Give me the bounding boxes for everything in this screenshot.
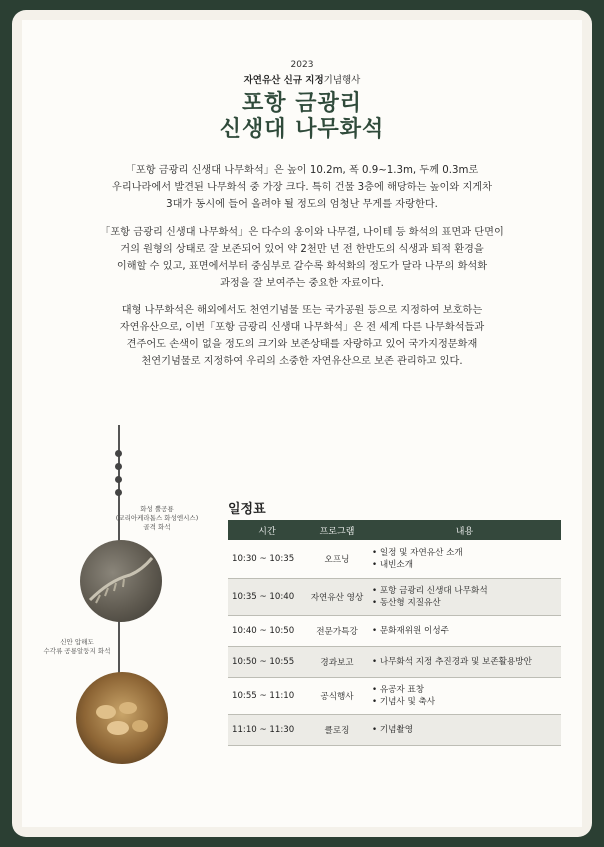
row-time: 10:35 ~ 10:40 (228, 579, 306, 616)
content-item: • 나무화석 지정 추진경과 및 보존활용방안 (372, 656, 561, 668)
content-item: • 기념사 및 축사 (372, 696, 561, 708)
content-item: • 일정 및 자연유산 소개 (372, 547, 561, 559)
row-content (368, 540, 561, 579)
row-content (368, 715, 561, 746)
schedule-header-row (228, 520, 561, 540)
row-content (368, 616, 561, 647)
subtitle-rest: 기념행사 (323, 75, 361, 86)
table-row (228, 540, 561, 579)
content-item: • 포항 금광리 신생대 나무화석 (372, 585, 561, 597)
table-row (228, 579, 561, 616)
row-program: 자연유산 영상 (306, 579, 368, 616)
schedule-table (228, 520, 561, 746)
content-item: • 동산형 지질유산 (372, 597, 561, 609)
table-row (228, 715, 561, 746)
header-time: 시간 (228, 520, 306, 540)
row-program: 경과보고 (306, 647, 368, 678)
content-item: • 유공자 표창 (372, 684, 561, 696)
timeline-dot (115, 476, 122, 483)
fossil1-caption: 화성 뿔공룡 (코리아케라톱스 화성엔시스) 골격 화석 (115, 505, 199, 531)
dinosaur-skeleton-fossil-image (80, 540, 162, 622)
row-program: 공식행사 (306, 678, 368, 715)
row-program: 클로징 (306, 715, 368, 746)
row-content (368, 647, 561, 678)
row-program: 오프닝 (306, 540, 368, 579)
row-time: 10:50 ~ 10:55 (228, 647, 306, 678)
description-paragraph-1: 「포항 금광리 신생대 나무화석」은 높이 10.2m, 폭 0.9~1.3m, 두께 0.3m로 우리나라에서 발견된 나무화석 중 가장 크다. 특히 건물 3층에 해당하는 높이와 지게차 3대가 동시에 들어 올려야 될 정도의 엄청난 무게를 자랑한다. (112, 165, 492, 210)
row-content (368, 579, 561, 616)
content-item: • 기념촬영 (372, 724, 561, 736)
header-program: 프로그램 (306, 520, 368, 540)
table-row (228, 678, 561, 715)
event-year: 2023 (290, 60, 314, 70)
description-paragraph-2: 「포항 금광리 신생대 나무화석」은 다수의 옹이와 나무결, 나이테 등 화석의 표면과 단면이 거의 원형의 상태로 잘 보존되어 있어 약 2천만 년 전 한반도의 식생과 퇴적 환경을 이해할 수 있고, 표면에서부터 중심부로 갈수록 화석화의 정도가 달라 나무의 화석화 과정을 잘 보여주는 중요한 자료이다. (100, 227, 504, 289)
table-row (228, 616, 561, 647)
content-item: • 내빈소개 (372, 559, 561, 571)
poster-paper (22, 20, 582, 827)
row-time: 11:10 ~ 11:30 (228, 715, 306, 746)
row-time: 10:40 ~ 10:50 (228, 616, 306, 647)
content-item: • 문화재위원 이성주 (372, 625, 561, 637)
header-content: 내용 (368, 520, 561, 540)
schedule-title: 일정표 (228, 502, 266, 517)
row-program: 전문가특강 (306, 616, 368, 647)
timeline-dot (115, 489, 122, 496)
row-time: 10:55 ~ 11:10 (228, 678, 306, 715)
row-content (368, 678, 561, 715)
page-title-line1: 포항 금광리 (242, 91, 362, 116)
fossil2-caption: 신안 압해도 수각류 공룡알둥지 화석 (43, 638, 111, 655)
description-paragraph-3: 대형 나무화석은 해외에서도 천연기념물 또는 국가공원 등으로 지정하여 보호하는 자연유산으로, 이번「포항 금광리 신생대 나무화석」은 전 세계 다른 나무화석들과 견주어도 손색이 없을 정도의 크기와 보존상태를 자랑하고 있어 국가지정문화재 천연기념물로 지정하여 우리의 소중한 자연유산으로 보존 관리하고 있다. (119, 305, 485, 367)
row-time: 10:30 ~ 10:35 (228, 540, 306, 579)
page-title-line2: 신생대 나무화석 (219, 117, 385, 142)
dinosaur-egg-nest-fossil-image (76, 672, 168, 764)
timeline-dot (115, 450, 122, 457)
timeline-dot (115, 463, 122, 470)
subtitle-bold: 자연유산 신규 지정 (243, 75, 324, 86)
table-row (228, 647, 561, 678)
event-subtitle (22, 72, 582, 86)
